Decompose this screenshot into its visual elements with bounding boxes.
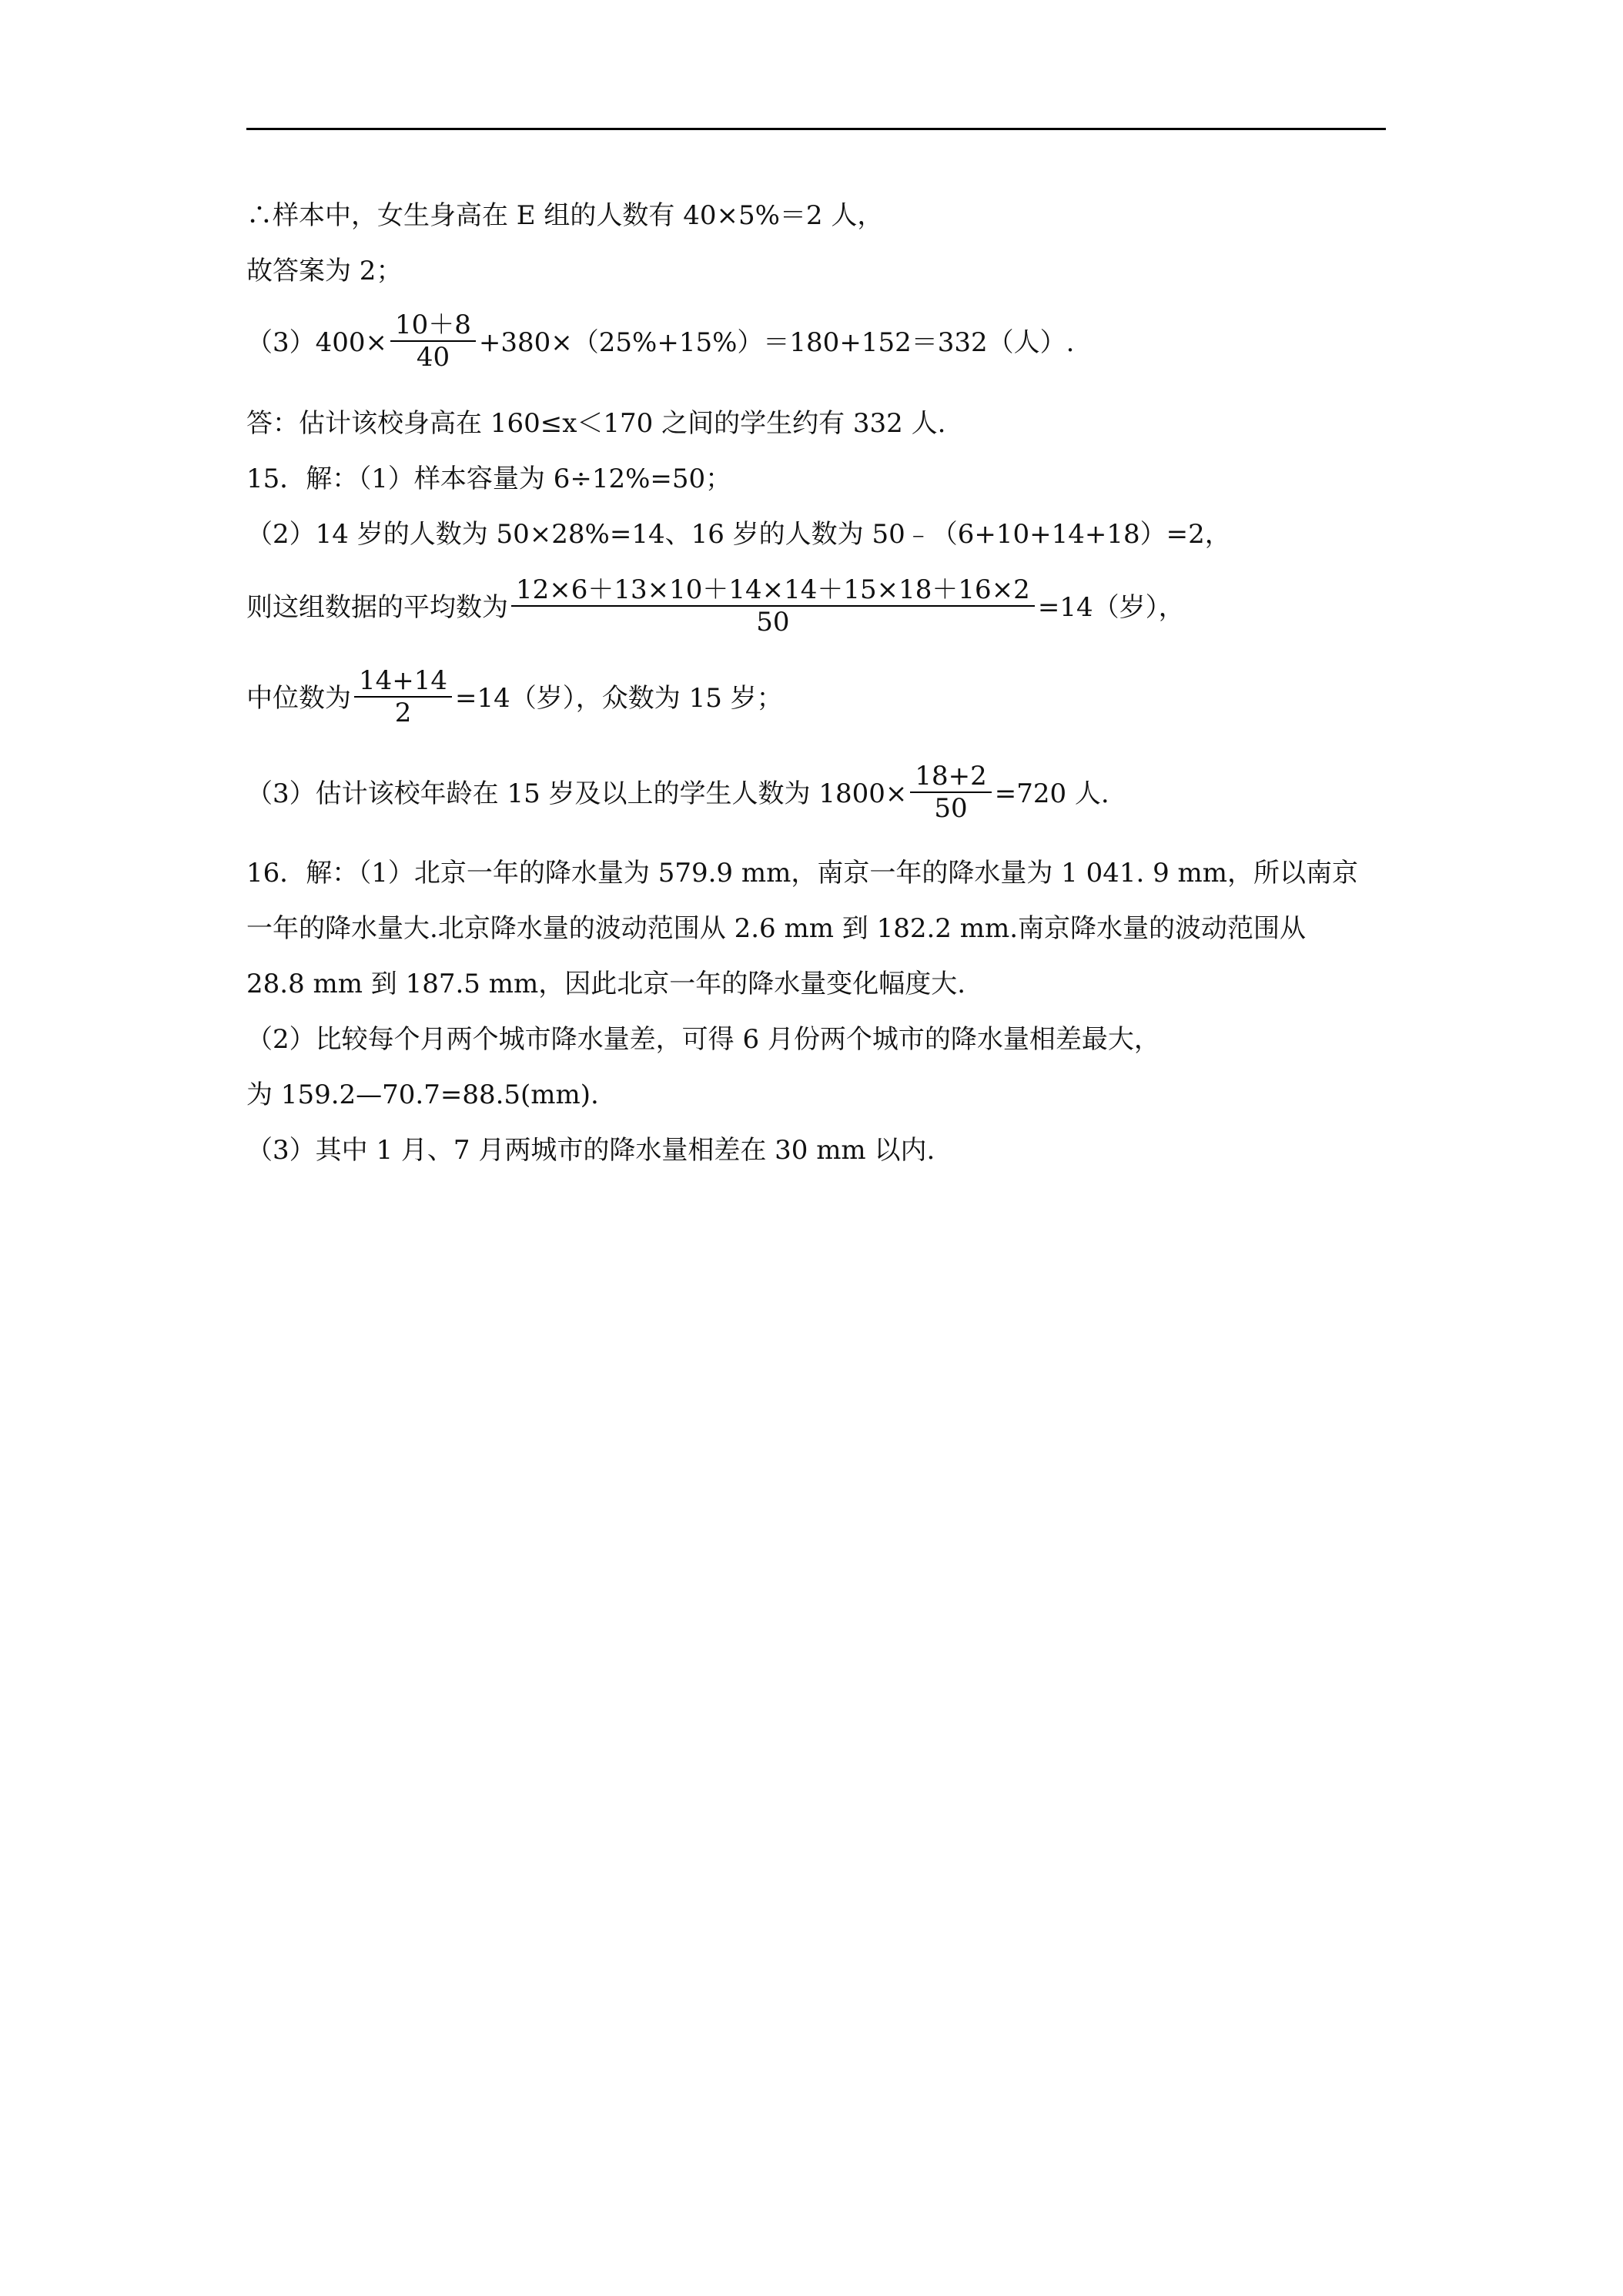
fraction-numerator: 18+2 — [910, 761, 991, 793]
fraction-denominator: 40 — [416, 342, 450, 373]
formula-suffix: =14（岁），众数为 15 岁； — [455, 683, 783, 714]
formula-suffix: =14（岁）， — [1037, 592, 1185, 623]
fraction — [910, 761, 991, 824]
fraction-numerator: 12×6＋13×10＋14×14＋15×18＋16×2 — [511, 574, 1035, 607]
text-line-14: 为 159.2—70.7=88.5(mm). — [246, 1079, 599, 1110]
formula-line-8 — [246, 667, 783, 730]
text-line-12: 28.8 mm 到 187.5 mm，因此北京一年的降水量变化幅度大. — [246, 969, 966, 999]
formula-line-9 — [246, 762, 1109, 825]
fraction-numerator: 14+14 — [354, 665, 452, 698]
formula-suffix: +380×（25%+15%）＝180+152＝332（人）. — [478, 327, 1075, 358]
fraction-numerator: 10＋8 — [390, 310, 476, 342]
text-line-5: 15．解：（1）样本容量为 6÷12%=50； — [246, 464, 732, 494]
fraction-denominator: 50 — [756, 607, 790, 638]
formula-prefix: （3）400× — [246, 327, 388, 358]
text-line-10: 16．解：（1）北京一年的降水量为 579.9 mm，南京一年的降水量为 1 041. 9 mm，所以南京 — [246, 858, 1359, 889]
fraction-denominator: 2 — [394, 698, 412, 728]
text-line-1: ∴样本中，女生身高在 E 组的人数有 40×5%＝2 人， — [246, 200, 884, 231]
text-line-13: （2）比较每个月两个城市降水量差，可得 6 月份两个城市的降水量相差最大， — [246, 1024, 1160, 1055]
formula-line-7 — [246, 576, 1185, 639]
formula-suffix: =720 人. — [994, 778, 1109, 809]
formula-prefix: 则这组数据的平均数为 — [246, 592, 508, 623]
text-line-2: 故答案为 2； — [246, 256, 403, 286]
text-line-11: 一年的降水量大.北京降水量的波动范围从 2.6 mm 到 182.2 mm.南京降水量的波动范围从 — [246, 913, 1307, 944]
text-line-15: （3）其中 1 月、7 月两城市的降水量相差在 30 mm 以内. — [246, 1135, 935, 1166]
text-line-6: （2）14 岁的人数为 50×28%=14、16 岁的人数为 50﹣（6+10+14+18）=2， — [246, 519, 1231, 550]
fraction-denominator: 50 — [934, 793, 968, 824]
formula-prefix: （3）估计该校年龄在 15 岁及以上的学生人数为 1800× — [246, 778, 908, 809]
fraction — [354, 665, 452, 728]
fraction — [511, 574, 1035, 638]
fraction — [390, 310, 476, 373]
text-line-4: 答：估计该校身高在 160≤x＜170 之间的学生约有 332 人. — [246, 408, 946, 439]
formula-prefix: 中位数为 — [246, 683, 351, 714]
formula-line-3 — [246, 311, 1074, 374]
header-rule — [246, 128, 1386, 130]
